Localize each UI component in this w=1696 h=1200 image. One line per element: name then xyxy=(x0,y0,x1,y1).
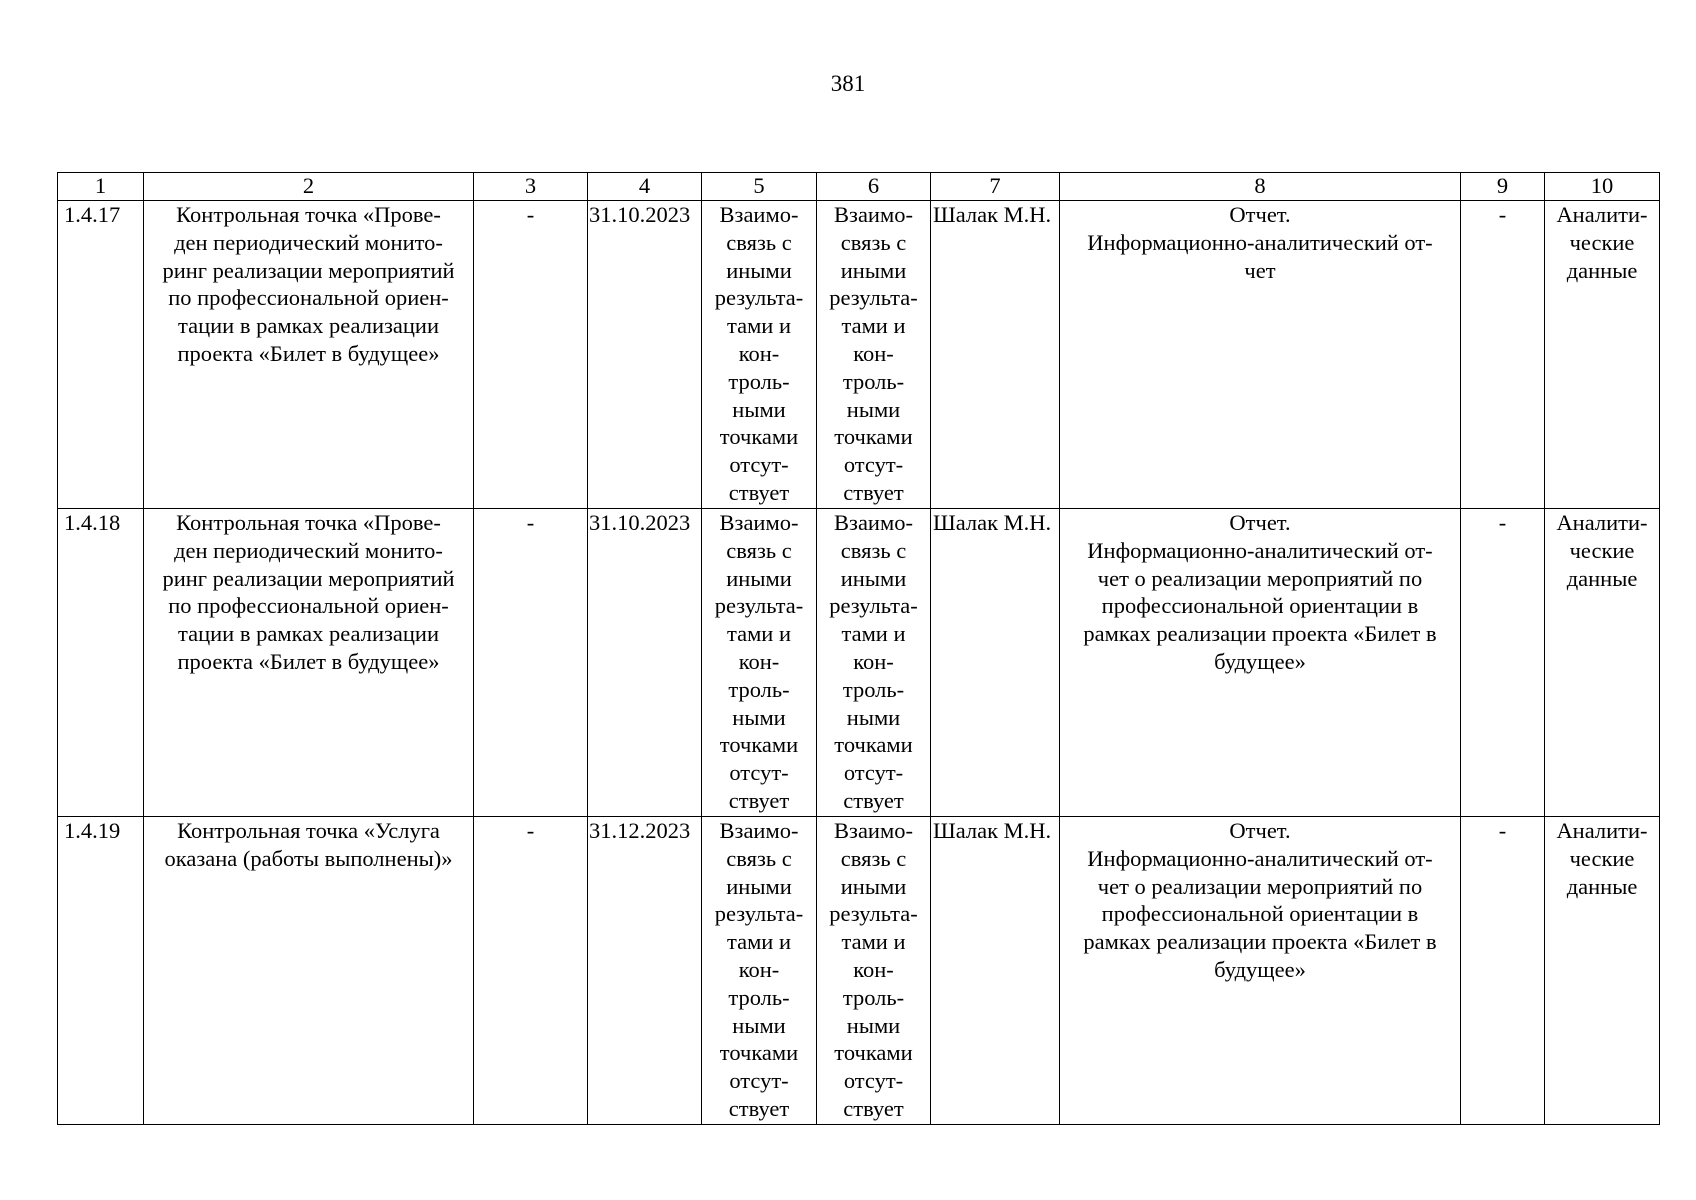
column-header-9: 9 xyxy=(1461,173,1545,201)
column-header-4: 4 xyxy=(588,173,702,201)
relation-text: Взаимо- связь с иными результа- тами и кон- троль- ными точками отсут- ствует xyxy=(714,202,804,505)
row-number: 1.4.18 xyxy=(58,509,144,817)
column-5-value xyxy=(702,201,817,509)
responsible-person: Шалак М.Н. xyxy=(931,817,1060,1125)
column-header-8: 8 xyxy=(1060,173,1461,201)
responsible-person: Шалак М.Н. xyxy=(931,509,1060,817)
header-row xyxy=(58,173,1660,201)
table-row xyxy=(58,201,1660,509)
control-point-description xyxy=(144,201,474,509)
row-number: 1.4.19 xyxy=(58,817,144,1125)
control-point-description xyxy=(144,817,474,1125)
control-points-table xyxy=(57,172,1660,1125)
document-text: Отчет. Информационно-аналитический от- чет о реализации мероприятий по профессиональной ориентации в рамках реализации проекта «Билет в будущее» xyxy=(1083,818,1437,982)
column-5-value xyxy=(702,817,817,1125)
control-point-description xyxy=(144,509,474,817)
column-9-value: - xyxy=(1461,509,1545,817)
responsible-person: Шалак М.Н. xyxy=(931,201,1060,509)
data-source-text: Аналити- ческие данные xyxy=(1556,818,1648,899)
column-header-6: 6 xyxy=(817,173,931,201)
result-document xyxy=(1060,201,1461,509)
column-header-1: 1 xyxy=(58,173,144,201)
data-source-text: Аналити- ческие данные xyxy=(1556,510,1648,591)
relation-text: Взаимо- связь с иными результа- тами и кон- троль- ными точками отсут- ствует xyxy=(829,202,918,505)
column-6-value xyxy=(817,817,931,1125)
data-source xyxy=(1545,509,1660,817)
column-6-value xyxy=(817,509,931,817)
relation-text: Взаимо- связь с иными результа- тами и кон- троль- ными точками отсут- ствует xyxy=(714,510,804,813)
column-header-2: 2 xyxy=(144,173,474,201)
column-5-value xyxy=(702,509,817,817)
data-source-text: Аналити- ческие данные xyxy=(1556,202,1648,283)
column-3-value: - xyxy=(474,509,588,817)
column-header-5: 5 xyxy=(702,173,817,201)
description-text: Контрольная точка «Услуга оказана (работы выполнены)» xyxy=(164,818,453,871)
page-number: 381 xyxy=(830,71,866,96)
due-date: 31.10.2023 xyxy=(588,509,702,817)
column-3-value: - xyxy=(474,201,588,509)
description-text: Контрольная точка «Прове- ден периодический монито- ринг реализации мероприятий по профессиональной ориен- тации в рамках реализации проекта «Билет в будущее» xyxy=(162,202,455,366)
table-row xyxy=(58,509,1660,817)
column-9-value: - xyxy=(1461,201,1545,509)
relation-text: Взаимо- связь с иными результа- тами и кон- троль- ными точками отсут- ствует xyxy=(829,510,918,813)
result-document xyxy=(1060,509,1461,817)
relation-text: Взаимо- связь с иными результа- тами и кон- троль- ными точками отсут- ствует xyxy=(714,818,804,1121)
column-header-10: 10 xyxy=(1545,173,1660,201)
data-source xyxy=(1545,201,1660,509)
due-date: 31.10.2023 xyxy=(588,201,702,509)
result-document xyxy=(1060,817,1461,1125)
document-text: Отчет. Информационно-аналитический от- чет о реализации мероприятий по профессиональной ориентации в рамках реализации проекта «Билет в будущее» xyxy=(1083,510,1437,674)
column-header-3: 3 xyxy=(474,173,588,201)
data-source xyxy=(1545,817,1660,1125)
column-9-value: - xyxy=(1461,817,1545,1125)
description-text: Контрольная точка «Прове- ден периодический монито- ринг реализации мероприятий по профессиональной ориен- тации в рамках реализации проекта «Билет в будущее» xyxy=(162,510,455,674)
due-date: 31.12.2023 xyxy=(588,817,702,1125)
column-6-value xyxy=(817,201,931,509)
table-row xyxy=(58,817,1660,1125)
document-text: Отчет. Информационно-аналитический от- чет xyxy=(1087,202,1433,283)
column-header-7: 7 xyxy=(931,173,1060,201)
relation-text: Взаимо- связь с иными результа- тами и кон- троль- ными точками отсут- ствует xyxy=(829,818,918,1121)
column-3-value: - xyxy=(474,817,588,1125)
row-number: 1.4.17 xyxy=(58,201,144,509)
